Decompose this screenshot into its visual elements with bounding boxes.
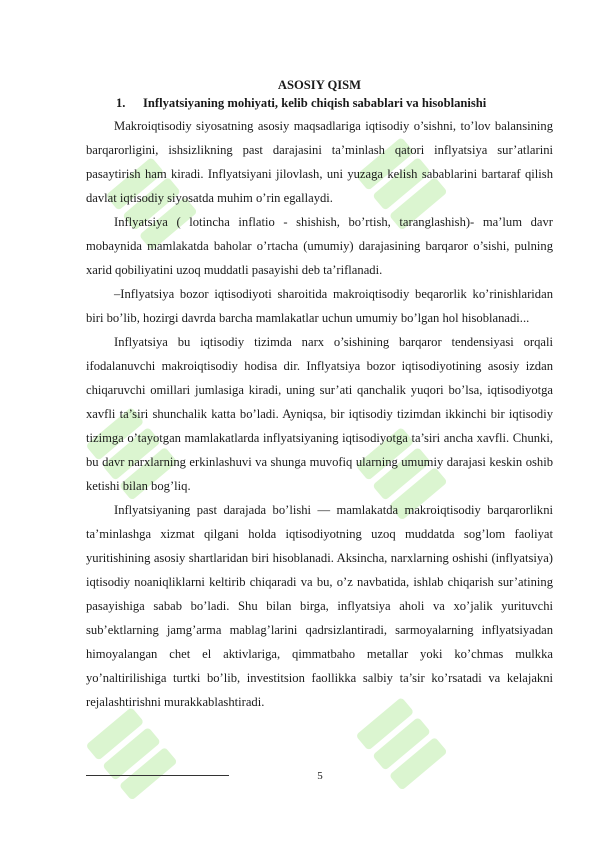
section-heading: ASOSIY QISM bbox=[277, 78, 362, 92]
page-number: 5 bbox=[317, 770, 323, 782]
subsection-heading bbox=[86, 94, 553, 112]
subsection-number: 1. bbox=[116, 96, 126, 110]
footnote-separator bbox=[86, 775, 229, 776]
paragraph: Inflyatsiyaning past darajada bo’lishi — mamlakatda makroiqtisodiy barqarorlikni ta’minlashga xizmat qilgani holda iqtisodiyotning uzoq muddatda sog’lom faoliyat yuritishining asosiy shartlaridan biri hisoblanadi. Aksincha, narxlarning oshishi (inflyatsiya) iqtisodiy noaniqliklarni keltirib chiqaradi va bu, o’z navbatida, ishlab chiqarish sur’atining pasayishiga sabab bo’ladi. Shu bilan birga, inflyatsiya aholi va xo’jalik yurituvchi sub’ektlarning jamg’arma mablag’larini qadrsizlantiradi, sarmoyalarning inflyatsiyadan himoyalangan chet el aktivlariga, qimmatbaho metallar yoki ko’chmas mulkka yo’naltirilishiga turtki bo’lib, investitsion faollikka salbiy ta’sir ko’rsatadi va kelajakni rejalashtirishni murakkablashtiradi. bbox=[86, 503, 553, 709]
paragraph: Makroiqtisodiy siyosatning asosiy maqsadlariga iqtisodiy o’sishni, to’lov balansining barqarorligini, ishsizlikning past darajasini ta’minlash qatori inflyatsiya sur’atlarini pasaytirish ham kiradi. Inflyatsiyani jilovlash, uni yuzaga kelish sabablarini bartaraf qilish davlat iqtisodiy siyosatda muhim o’rin egallaydi. bbox=[86, 119, 553, 205]
paragraph: –Inflyatsiya bozor iqtisodiyoti sharoitida makroiqtisodiy beqarorlik ko’rinishlaridan biri bo’lib, hozirgi davrda barcha mamlakatlar uchun umumiy bo’lgan hol hisoblanadi... bbox=[86, 287, 553, 325]
paragraph: Inflyatsiya ( lotincha inflatio - shishish, bo’rtish, taranglashish)- ma’lum davr mobaynida mamlakatda baholar o’rtacha (umumiy) darajasining barqaror o’sishi, pulning xarid qobiliyatini uzoq muddatli pasayishi deb ta’riflanadi. bbox=[86, 215, 553, 277]
document-page bbox=[86, 76, 553, 714]
subsection-title: Inflyatsiyaning mohiyati, kelib chiqish sabablari va hisoblanishi bbox=[143, 96, 487, 110]
paragraph: Inflyatsiya bu iqtisodiy tizimda narx o’sishining barqaror tendensiyasi orqali ifodalanuvchi makroiqtisodiy hodisa dir. Inflyatsiya bozor iqtisodiyotining asosiy izdan chiqaruvchi omillari jumlasiga kiradi, uning sur’ati qanchalik yuqori bo’lsa, iqtisodiyotga xavfli ta’siri shunchalik katta bo’ladi. Ayniqsa, bir iqtisodiy tizimdan ikkinchi bir iqtisodiy tizimga o’tayotgan mamlakatlarda inflyatsiyaning iqtisodiyotga ta’siri ancha xavfli. Chunki, bu davr narxlarning erkinlashuvi va shunga muvofiq ularning umumiy darajasi keskin oshib ketishi bilan bog’liq. bbox=[86, 335, 553, 493]
